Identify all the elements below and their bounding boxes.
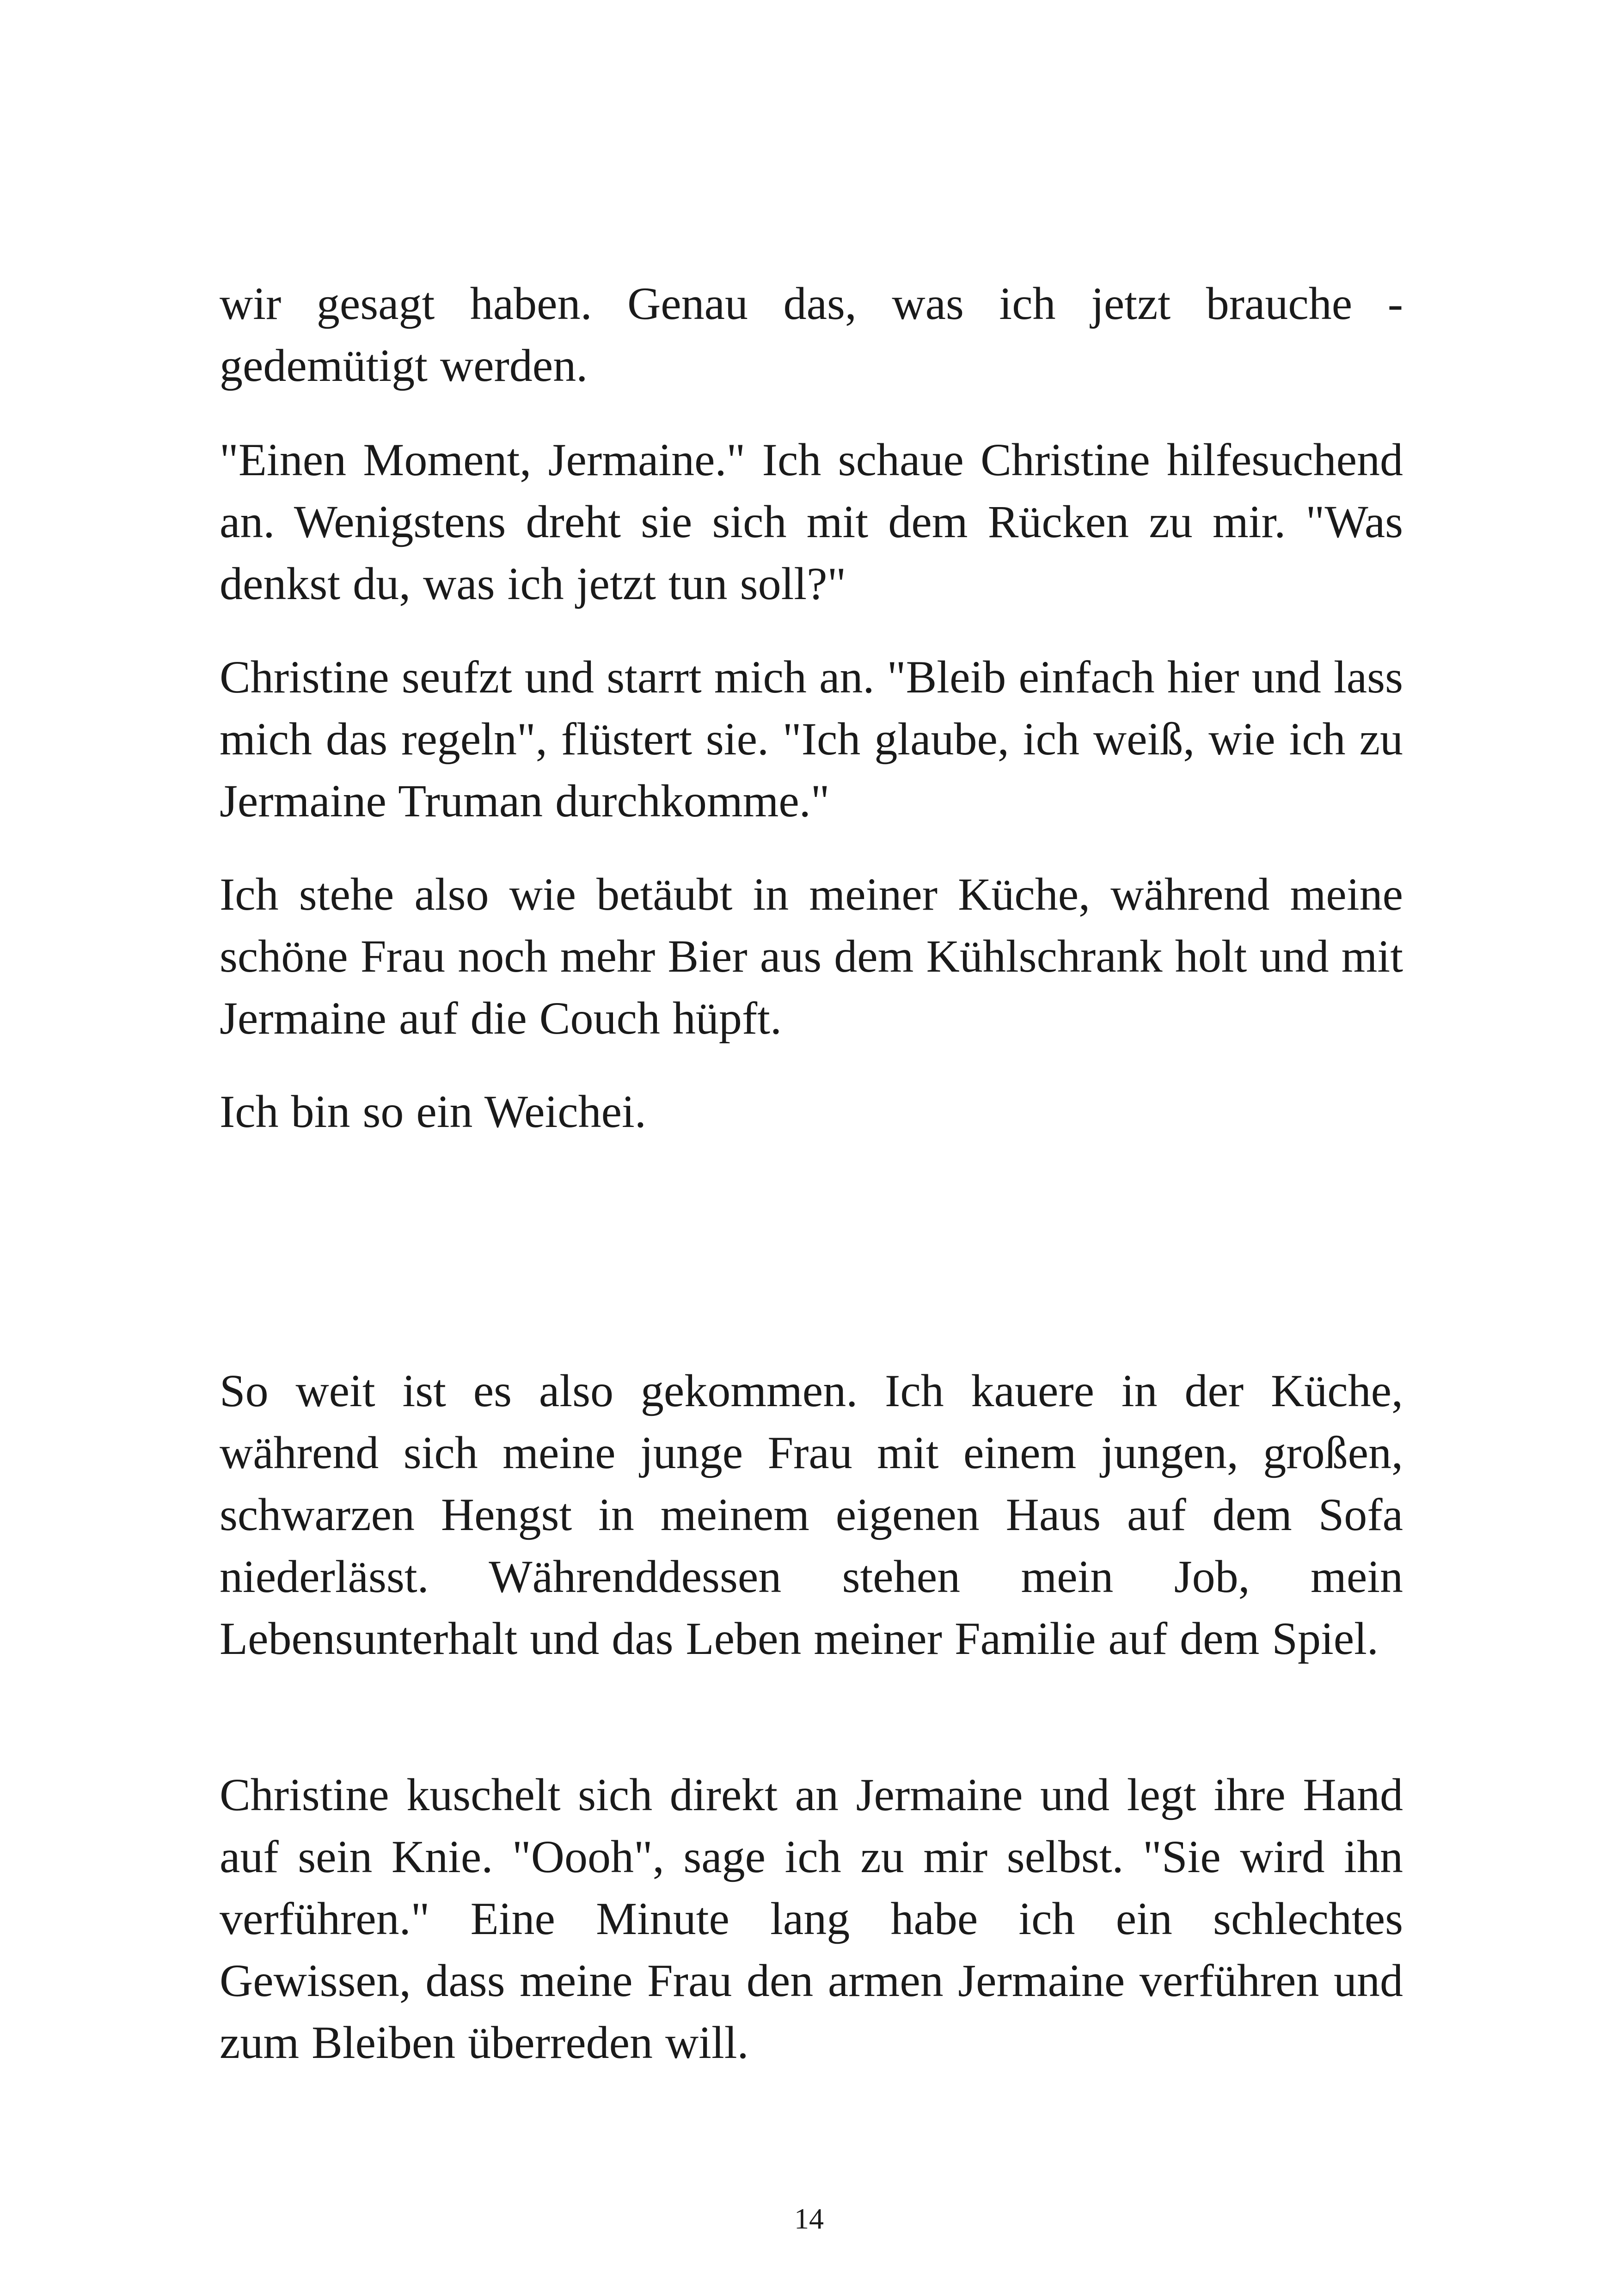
paragraph-text: Christine seufzt und starrt mich an. "Bleib einfach hier und lass mich das regeln", flüstert sie. "Ich glaube, ich weiß, wie ich zu Jermaine Truman durchkomme." (220, 651, 1403, 827)
paragraph-6 (220, 1360, 1403, 1670)
paragraph-3 (220, 646, 1403, 832)
paragraph-5 (220, 1081, 1403, 1143)
paragraph-text: So weit ist es also gekommen. Ich kauere in der Küche, während sich meine junge Frau mit einem jungen, großen, schwarzen Hengst in meinem eigenen Haus auf dem Sofa niederlässt. Währenddessen stehen mein Job, mein Lebensunterhalt und das Leben meiner Familie auf dem Spiel. (220, 1365, 1403, 1664)
paragraph-2 (220, 429, 1403, 615)
paragraph-7 (220, 1764, 1403, 2074)
paragraph-4 (220, 863, 1403, 1049)
paragraph-text: Ich bin so ein Weichei. (220, 1086, 646, 1137)
paragraph-text: Ich stehe also wie betäubt in meiner Küche, während meine schöne Frau noch mehr Bier aus dem Kühlschrank holt und mit Jermaine auf die Couch hüpft. (220, 869, 1403, 1044)
paragraph-text: "Einen Moment, Jermaine." Ich schaue Christine hilfesuchend an. Wenigstens dreht sie sich mit dem Rücken zu mir. "Was denkst du, was ich jetzt tun soll?" (220, 434, 1403, 609)
paragraph-1 (220, 273, 1403, 397)
paragraph-text: Christine kuschelt sich direkt an Jermaine und legt ihre Hand auf sein Knie. "Oooh", sage ich zu mir selbst. "Sie wird ihn verführen." Eine Minute lang habe ich ein schlechtes Gewissen, dass meine Frau den armen Jermaine verführen und zum Bleiben überreden will. (220, 1769, 1403, 2068)
paragraph-text: wir gesagt haben. Genau das, was ich jetzt brauche - gedemütigt werden. (220, 278, 1403, 391)
page-number: 14 (794, 2202, 824, 2235)
